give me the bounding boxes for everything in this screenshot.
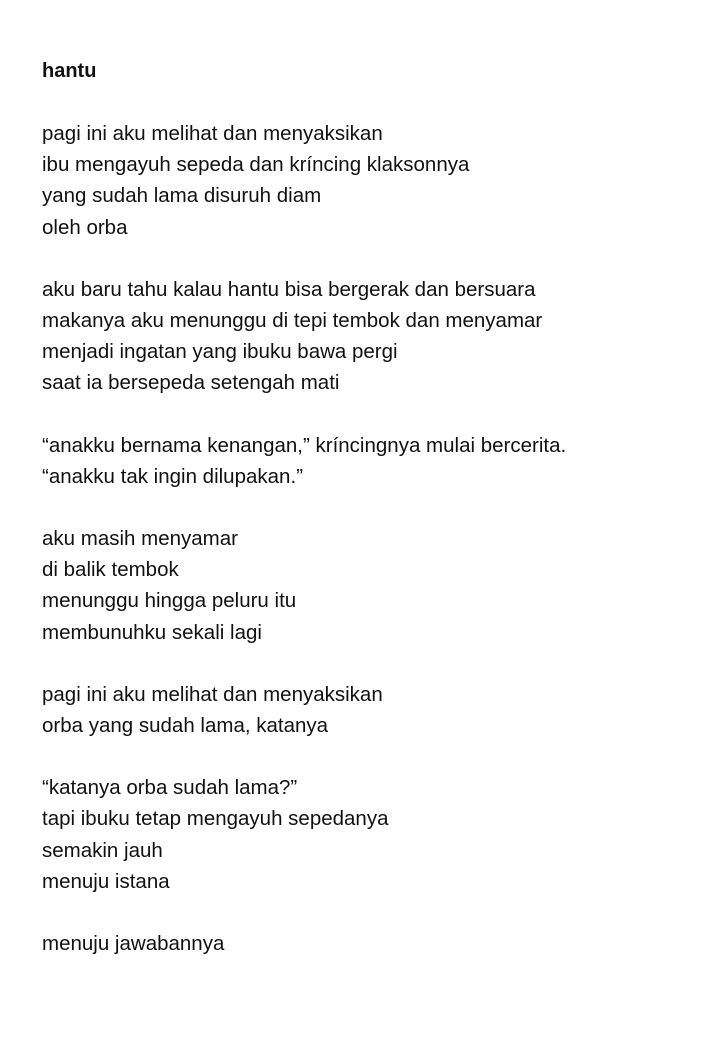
- poem-title: hantu: [42, 60, 97, 82]
- poem-line: ibu mengayuh sepeda dan kríncing klaksonnya: [42, 153, 470, 177]
- poem-line: semakin jauh: [42, 838, 163, 862]
- stanza-6: [42, 772, 682, 897]
- poem-line: tapi ibuku tetap mengayuh sepedanya: [42, 807, 389, 831]
- poem-line: pagi ini aku melihat dan menyaksikan: [42, 682, 383, 706]
- poem-line: menuju jawabannya: [42, 932, 225, 956]
- poem-line: pagi ini aku melihat dan menyaksikan: [42, 122, 383, 145]
- poem-line: di balik tembok: [42, 558, 179, 582]
- poem-line: menunggu hingga peluru itu: [42, 589, 297, 613]
- poem-line: menjadi ingatan yang ibuku bawa pergi: [42, 340, 398, 364]
- poem-line: “anakku tak ingin dilupakan.”: [42, 464, 303, 488]
- stanza-3: [42, 430, 682, 492]
- poem-line: makanya aku menunggu di tepi tembok dan menyamar: [42, 309, 543, 333]
- poem-line: oleh orba: [42, 215, 128, 239]
- poem-line: orba yang sudah lama, katanya: [42, 714, 329, 738]
- stanza-7: [42, 928, 682, 959]
- stanza-1: [42, 118, 682, 243]
- poem-line: “katanya orba sudah lama?”: [42, 776, 298, 800]
- stanza-2: [42, 274, 682, 399]
- poem-line: “anakku bernama kenangan,” kríncingnya mulai bercerita.: [42, 433, 567, 457]
- stanza-4: [42, 523, 682, 648]
- poem-line: aku baru tahu kalau hantu bisa bergerak dan bersuara: [42, 277, 536, 301]
- poem-line: yang sudah lama disuruh diam: [42, 184, 322, 208]
- poem-line: menuju istana: [42, 869, 170, 893]
- poem-line: aku masih menyamar: [42, 527, 238, 551]
- stanza-5: [42, 679, 682, 741]
- poem: [42, 56, 682, 990]
- poem-line: saat ia bersepeda setengah mati: [42, 371, 340, 395]
- poem-line: membunuhku sekali lagi: [42, 620, 262, 644]
